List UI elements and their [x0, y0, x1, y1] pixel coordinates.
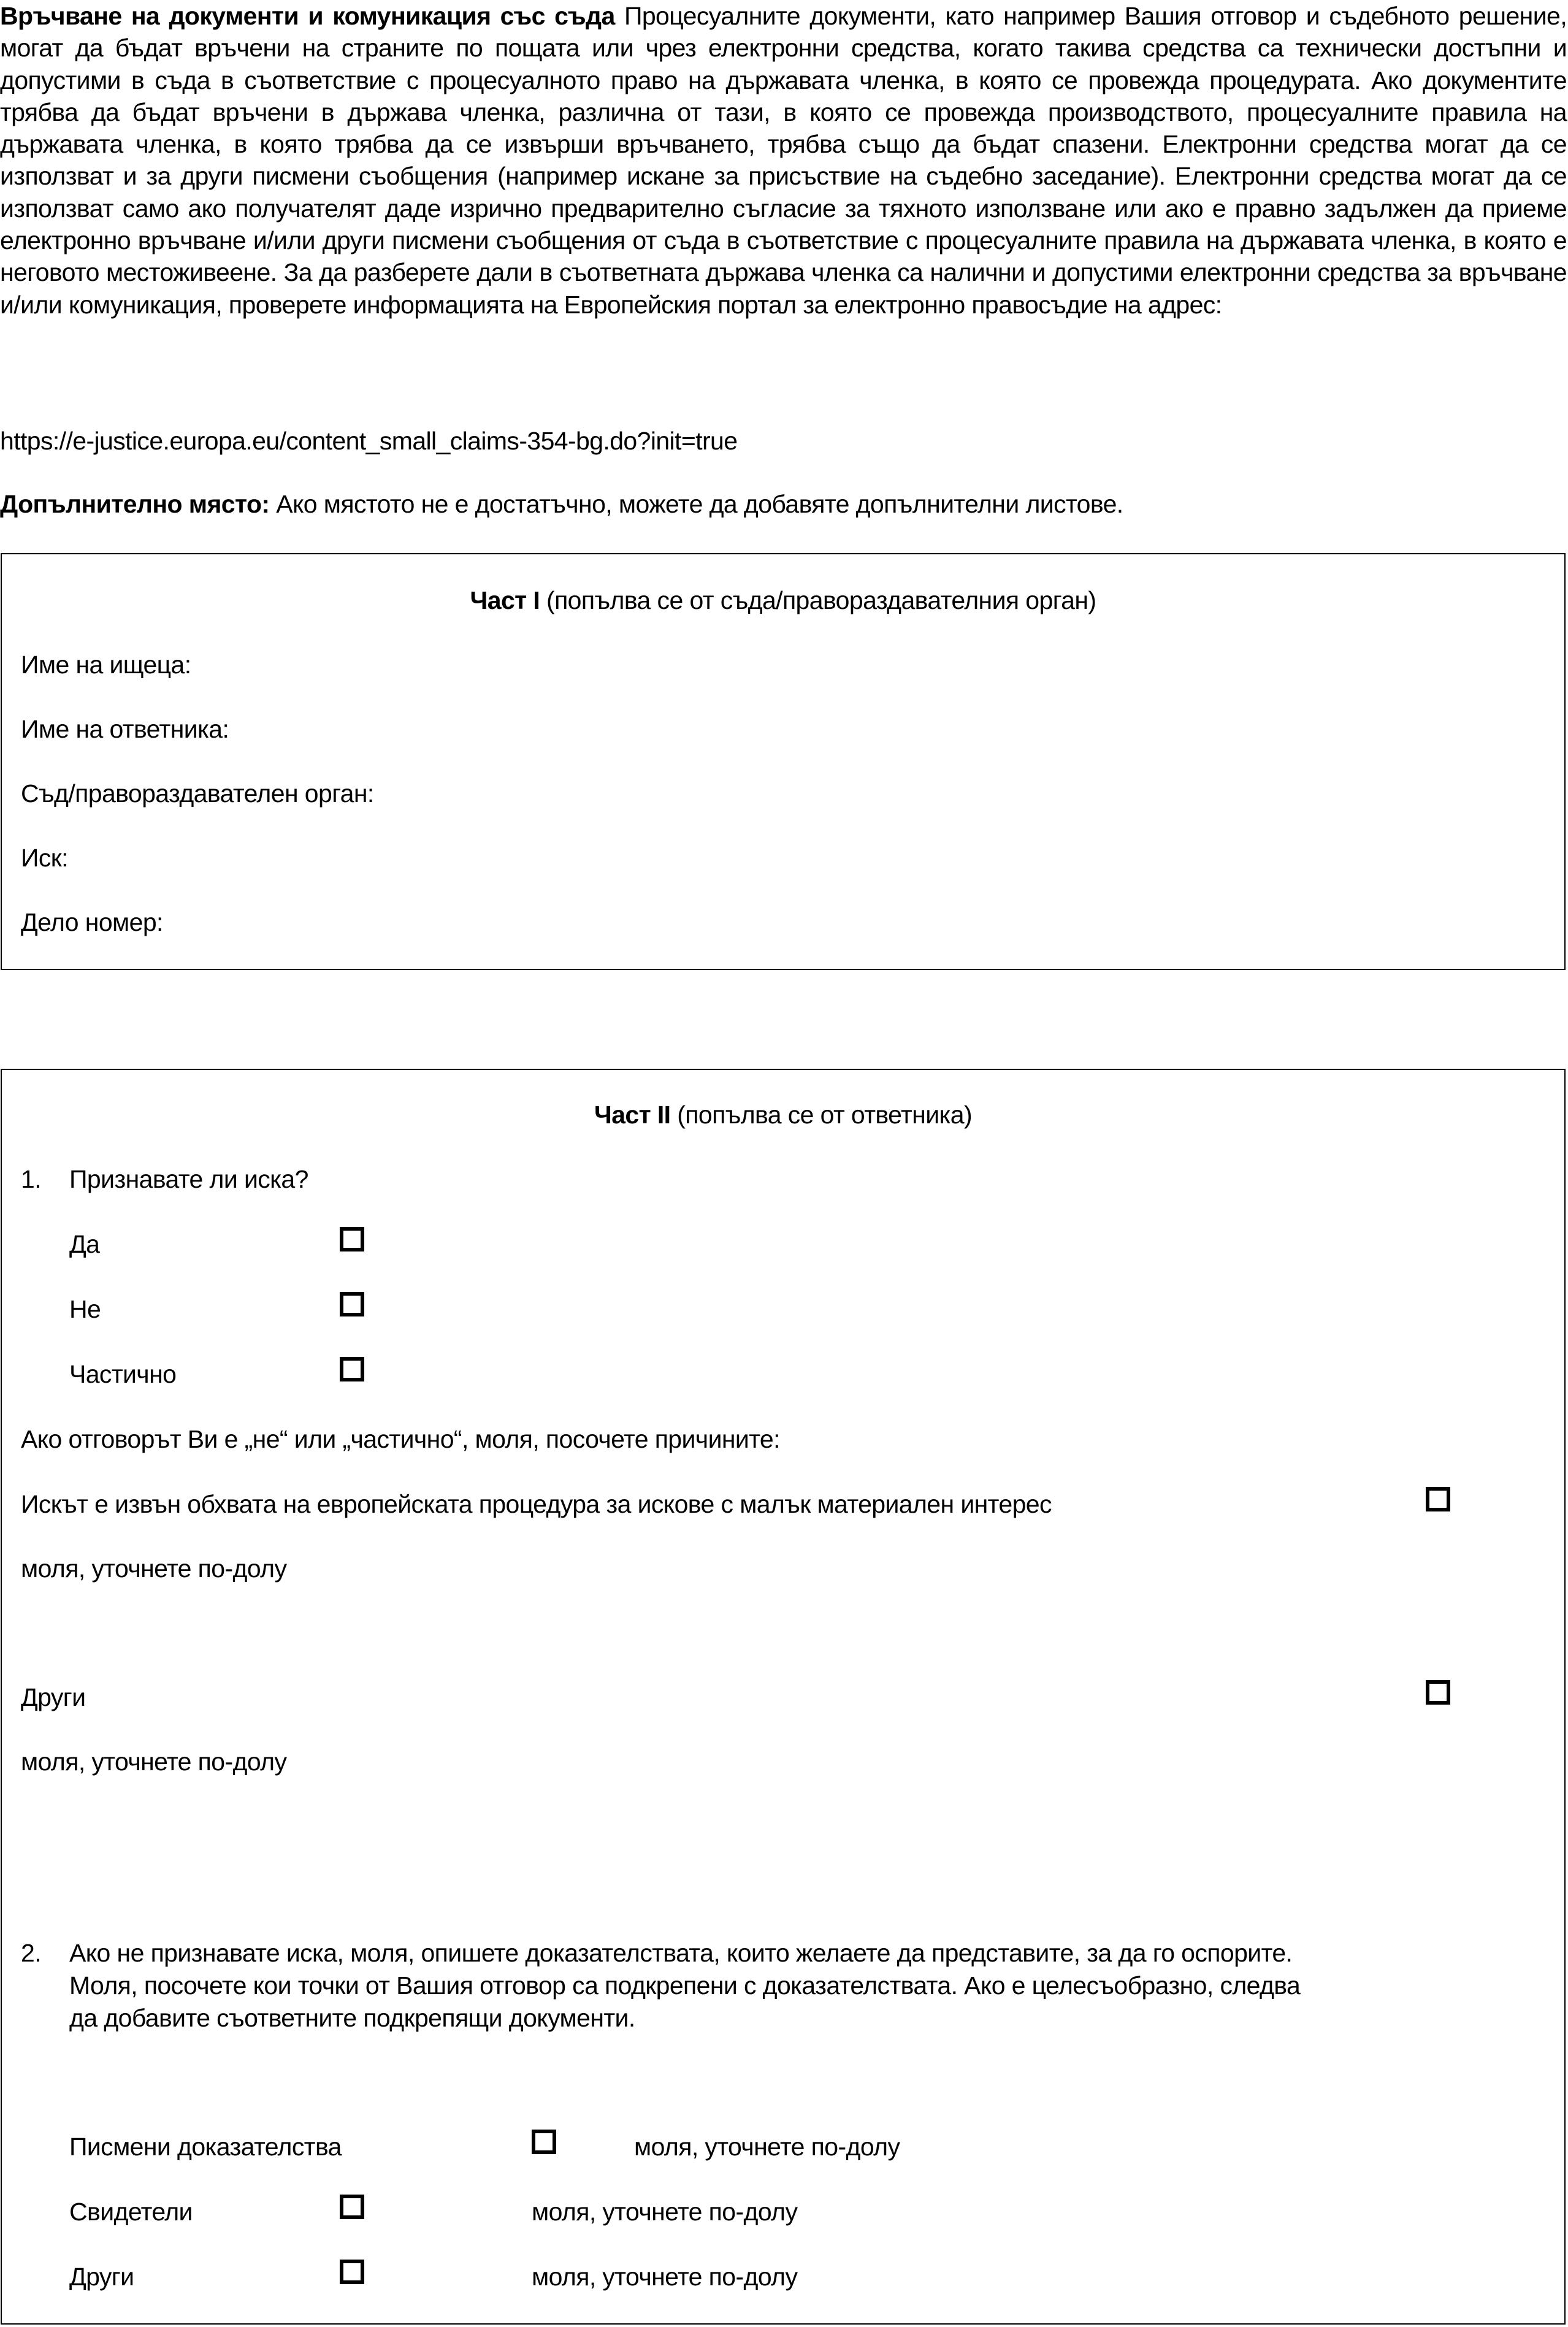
part2-title-rest: (попълва се от ответника) — [677, 1101, 972, 1129]
part2-box — [1, 1069, 1566, 2325]
q1-question: Признавате ли иска? — [69, 1165, 308, 1193]
option-partially-label: Частично — [69, 1360, 177, 1388]
service-body: Процесуалните документи, като например Вашия отговор и съдебното решение, могат да бъдат връчени на страните по пощата или чрез електронни средства, когато такива средства са технически достъпни и допустими в съда в съответствие с процесуалното право на държавата членка, в която се провежда процедурата. Ако документите трябва да бъдат връчени в държава членка, различна от тази, в която се провежда производството, процесуалните правила на държавата членка, в която трябва да се извърши връчването, трябва също да бъдат спазени. Електронни средства могат да се използват и за други писмени съобщения (например искане за присъствие на съдебно заседание). Електронни средства могат да се използват само ако получателят даде изрично предварително съгласие за тяхното използване или ако е правно задължен да приеме електронно връчване и/или други писмени съобщения от съда в съответствие с процесуалните правила на държавата членка, в която е неговото местоживеене. За да разберете дали в съответната държава членка са налични и допустими електронни средства за връчване и/или комуникация, проверете информацията на Европейския портал за електронно правосъдие на адрес: — [0, 2, 1567, 319]
court-field[interactable]: Съд/правораздавателен орган: — [21, 779, 374, 808]
option-partially-checkbox[interactable] — [340, 1357, 364, 1381]
option-yes-checkbox[interactable] — [340, 1227, 364, 1251]
claim-field[interactable]: Иск: — [21, 844, 68, 872]
evidence-witnesses-checkbox[interactable] — [340, 2195, 364, 2219]
e-justice-url[interactable]: https://e-justice.europa.eu/content_small_claims-354-bg.do?init=true — [0, 427, 738, 455]
evidence-witnesses-specify: моля, уточнете по-долу — [532, 2198, 798, 2226]
reason-out-of-scope-label: Искът е извън обхвата на европейската процедура за искове с малък материален интерес — [21, 1490, 1052, 1518]
evidence-written-checkbox[interactable] — [532, 2130, 556, 2154]
reason-out-of-scope-checkbox[interactable] — [1426, 1487, 1450, 1511]
evidence-written-specify: моля, уточнете по-долу — [634, 2133, 900, 2161]
reason-other-checkbox[interactable] — [1426, 1680, 1450, 1705]
q2-number: 2. — [21, 1939, 41, 1967]
defendant-name-field[interactable]: Име на ответника: — [21, 715, 229, 743]
reason-other-specify: моля, уточнете по-долу — [21, 1748, 287, 1776]
reasons-prompt: Ако отговорът Ви е „не“ или „частично“, моля, посочете причините: — [21, 1425, 780, 1453]
reason-other-label: Други — [21, 1683, 86, 1711]
part1-title-bold: Част I — [470, 586, 540, 614]
claimant-name-field[interactable]: Име на ищеца: — [21, 651, 191, 679]
part1-box — [1, 553, 1566, 970]
reason-out-of-scope-specify: моля, уточнете по-долу — [21, 1554, 287, 1583]
option-yes-label: Да — [69, 1230, 100, 1258]
part1-title-rest: (попълва се от съда/правораздавателния орган) — [546, 586, 1096, 614]
part2-title — [2, 1101, 1564, 1129]
extra-space-note — [0, 490, 1123, 519]
q2-line-1: Ако не признавате иска, моля, опишете доказателствата, които желаете да представите, за да го оспорите. — [69, 1939, 1293, 1967]
evidence-written-label: Писмени доказателства — [69, 2133, 342, 2161]
option-no-label: Не — [69, 1295, 101, 1323]
service-of-documents-paragraph — [0, 0, 1567, 321]
extra-space-text: Ако мястото не е достатъчно, можете да добавяте допълнителни листове. — [276, 490, 1123, 518]
evidence-other-label: Други — [69, 2263, 134, 2291]
part1-title — [2, 586, 1564, 615]
evidence-other-checkbox[interactable] — [340, 2260, 364, 2284]
part2-title-bold: Част II — [594, 1101, 671, 1129]
q2-line-2: Моля, посочете кои точки от Вашия отговор са подкрепени с доказателствата. Ако е целесъобразно, следва — [69, 1971, 1301, 2000]
case-number-field[interactable]: Дело номер: — [21, 908, 163, 936]
evidence-other-specify: моля, уточнете по-долу — [532, 2263, 798, 2291]
q1-number: 1. — [21, 1165, 41, 1193]
option-no-checkbox[interactable] — [340, 1292, 364, 1316]
q2-line-3: да добавите съответните подкрепящи документи. — [69, 2004, 635, 2032]
evidence-witnesses-label: Свидетели — [69, 2198, 193, 2226]
extra-space-label: Допълнително място: — [0, 490, 270, 518]
service-heading: Връчване на документи и комуникация със съда — [0, 2, 615, 30]
